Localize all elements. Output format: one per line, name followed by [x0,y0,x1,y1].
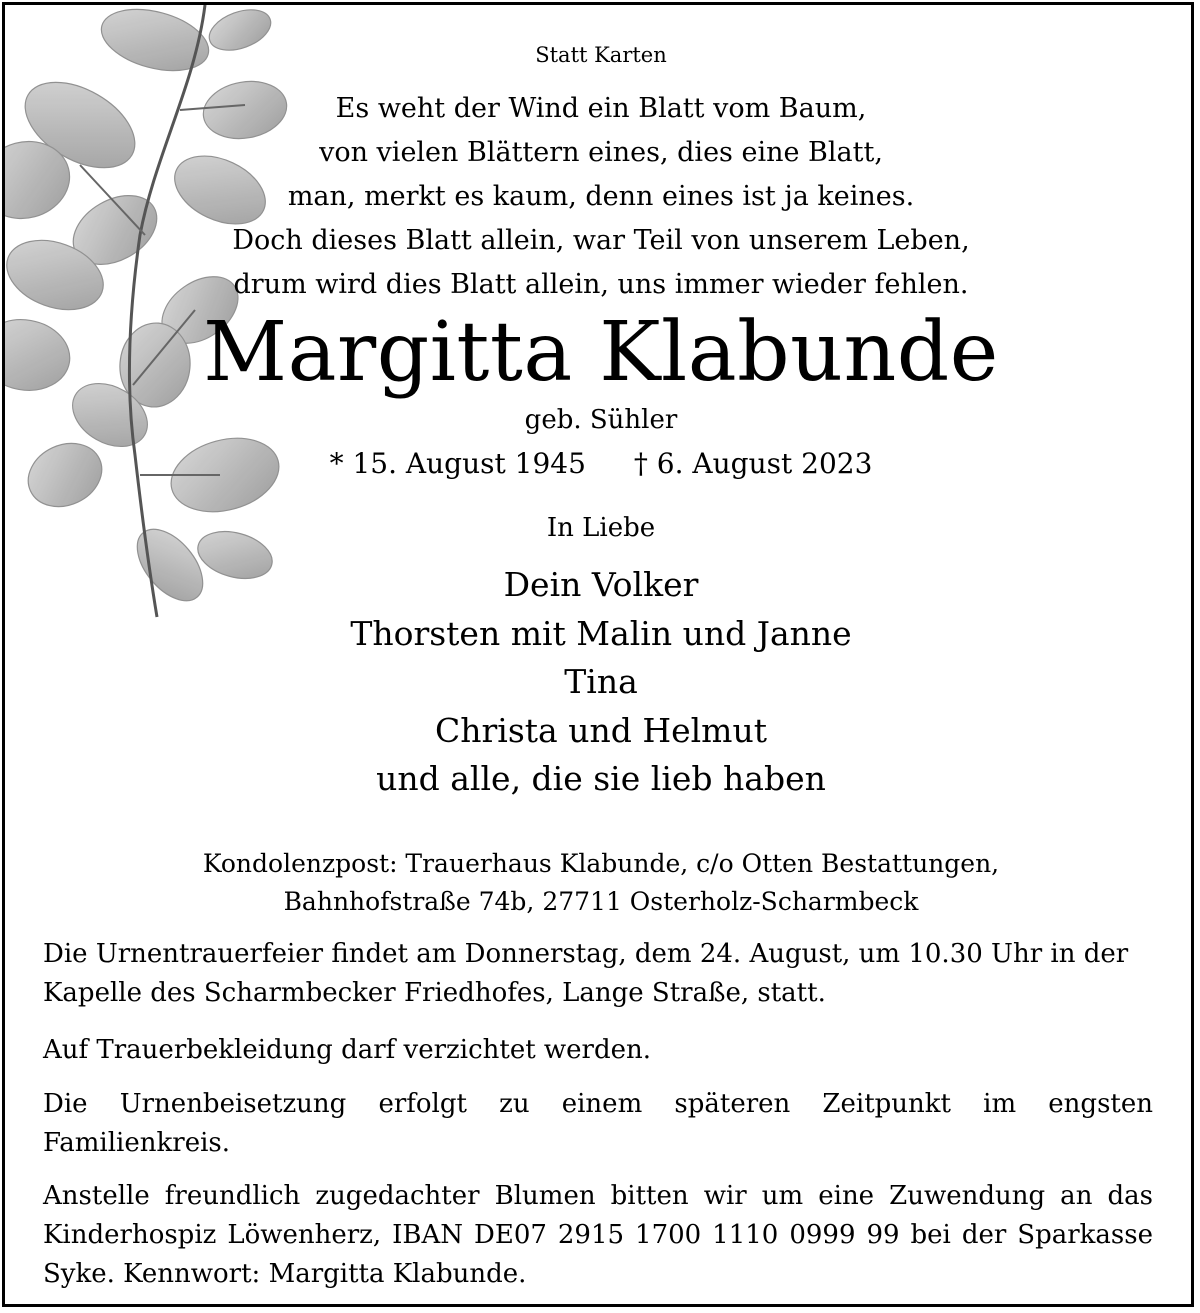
poem-line: von vielen Blättern eines, dies eine Blatt, [319,137,883,168]
mourner-line: und alle, die sie lieb haben [376,759,826,798]
in-liebe: In Liebe [546,513,656,543]
statt-karten: Statt Karten [535,43,667,67]
death-date: † 6. August 2023 [633,447,873,480]
poem-line: drum wird dies Blatt allein, uns immer wieder fehlen. [233,269,969,300]
poem-line: Es weht der Wind ein Blatt vom Baum, [335,93,867,124]
mourner-line: Dein Volker [503,565,699,604]
condolence-address [5,845,1194,921]
obituary-notice [2,2,1194,1307]
mourners-list [5,561,1194,804]
life-dates [5,447,1194,480]
mourner-line: Christa und Helmut [435,710,767,750]
birth-name: geb. Sühler [524,405,678,435]
mourner-line: Tina [564,662,638,701]
poem-line: Doch dieses Blatt allein, war Teil von unserem Leben, [232,225,970,256]
poem [5,87,1194,307]
clothing-paragraph: Auf Trauerbekleidung darf verzichtet werden. [43,1035,652,1065]
condolence-line: Bahnhofstraße 74b, 27711 Osterholz-Scharmbeck [283,887,919,916]
donation-paragraph: Anstelle freundlich zugedachter Blumen bitten wir um eine Zuwendung an das Kinderhospiz Löwenherz, IBAN DE07 2915 1700 1110 0999 99 bei der Sparkasse Syke. Kennwort: Margitta Klabunde. [43,1181,1153,1289]
birth-date: * 15. August 1945 [329,447,586,480]
condolence-line: Kondolenzpost: Trauerhaus Klabunde, c/o Otten Bestattungen, [202,849,1000,878]
deceased-name: Margitta Klabunde [203,305,999,400]
ceremony-paragraph: Die Urnentrauerfeier findet am Donnerstag, dem 24. August, um 10.30 Uhr in der Kapelle des Scharmbecker Friedhofes, Lange Straße, statt. [43,939,1129,1008]
burial-paragraph: Die Urnenbeisetzung erfolgt zu einem späteren Zeitpunkt im engsten Familienkreis. [43,1089,1153,1158]
poem-line: man, merkt es kaum, denn eines ist ja keines. [287,181,915,212]
mourner-line: Thorsten mit Malin und Janne [350,613,852,653]
